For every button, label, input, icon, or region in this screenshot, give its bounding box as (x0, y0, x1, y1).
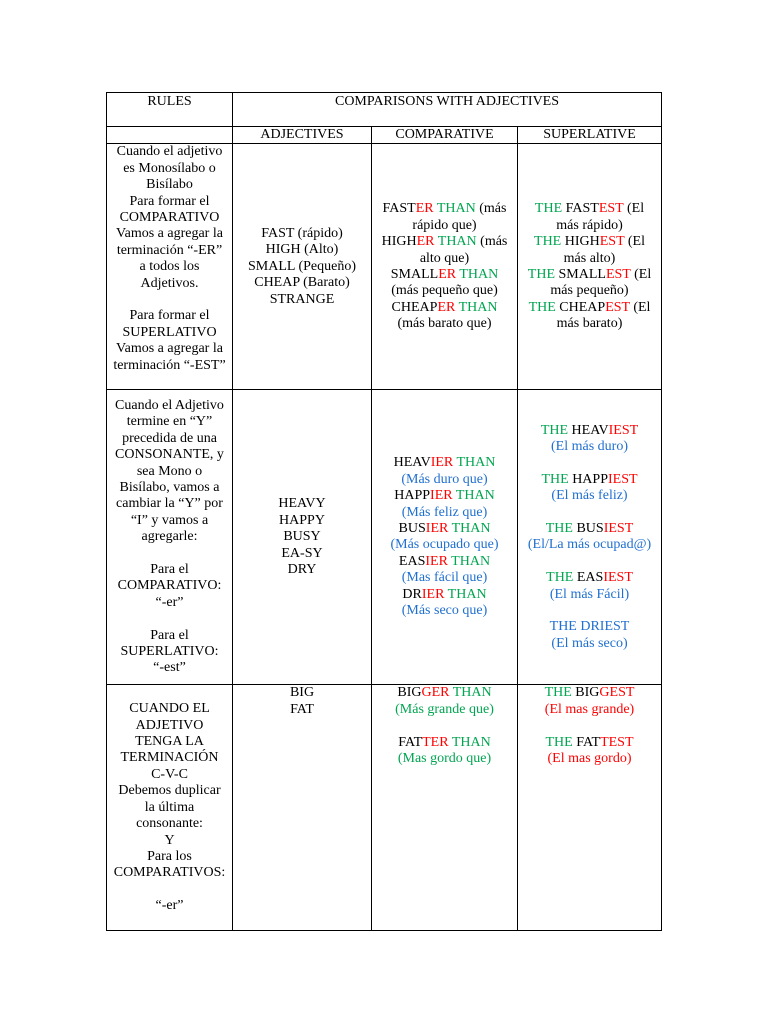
rule-cell (107, 390, 233, 685)
word-segment: (Mas fácil que) (401, 570, 488, 586)
superlative-line (520, 267, 659, 283)
adjective-item: CHEAP (Barato) (254, 275, 350, 291)
word-segment: THAN (433, 201, 476, 217)
word-segment: (Mas gordo que) (397, 751, 492, 767)
word-segment: (más (476, 234, 508, 250)
comparative-line (374, 300, 515, 316)
rule-line: TENGA LA (135, 734, 204, 750)
word-segment: (El (629, 299, 651, 315)
empty-header-cell (107, 127, 233, 144)
word-segment: ER (415, 201, 434, 217)
rule-line: COMPARATIVO (119, 210, 220, 226)
rule-line: ADJETIVO (135, 717, 204, 733)
blank-line (374, 718, 515, 734)
table-row (107, 685, 662, 931)
rule-cell (107, 685, 233, 931)
rule-line: COMPARATIVO: (117, 578, 222, 594)
word-segment: (más (475, 201, 507, 217)
word-segment: ER (416, 234, 435, 250)
blank-line (520, 505, 659, 521)
superlative-line (520, 537, 659, 553)
word-segment: HAPP (394, 488, 431, 504)
comparative-line (374, 521, 515, 537)
word-segment: HIGH (564, 234, 600, 250)
word-segment: ER (437, 299, 456, 315)
word-segment: THE (541, 471, 573, 487)
word-segment: THE (534, 234, 565, 250)
superlative-line (520, 316, 659, 332)
rule-line: C-V-C (151, 766, 188, 782)
word-segment: THE (528, 299, 560, 315)
rule-line: Adjetivos. (140, 275, 199, 291)
word-segment: SMALL (558, 266, 606, 282)
rule-cell (107, 144, 233, 390)
comparative-line (374, 751, 515, 767)
superlative-line (520, 587, 659, 603)
comparative-line (374, 316, 515, 332)
word-segment: (El mas gordo) (547, 751, 632, 767)
table-row (107, 144, 662, 390)
word-segment: (Más seco que) (401, 603, 488, 619)
word-segment: EST (598, 201, 624, 217)
rule-line: Para el (150, 627, 189, 643)
superlative-line (520, 735, 659, 751)
comparative-line (374, 472, 515, 488)
word-segment: I (425, 521, 431, 536)
superlative-line (520, 300, 659, 316)
word-segment: GEST (599, 685, 635, 701)
rule-line: SUPERLATIVO: (120, 644, 219, 660)
superlative-line (520, 702, 659, 718)
rule-line: Debemos duplicar (118, 783, 221, 799)
adjectives-cell (233, 685, 372, 931)
word-segment: I (425, 553, 431, 569)
rule-line: SUPERLATIVO (122, 324, 217, 340)
rule-line: TERMINACIÓN (120, 750, 219, 766)
rule-line: cambiar la “Y” por (116, 496, 223, 512)
word-segment: BUS (576, 521, 604, 536)
rule-line: “-est” (153, 660, 186, 676)
word-segment: más barato) (556, 316, 623, 332)
word-segment: HIGH (381, 234, 417, 250)
superlative-cell (518, 390, 662, 685)
adjective-item: SMALL (Pequeño) (248, 258, 356, 274)
word-segment: THE (546, 570, 577, 586)
word-segment: CHEAP (391, 299, 438, 315)
word-segment: EST (605, 299, 630, 315)
word-segment: THE (545, 734, 577, 750)
comparative-line (374, 283, 515, 299)
rule-line: precedida de una (122, 430, 217, 446)
word-segment: I (430, 488, 435, 504)
word-segment: (más pequeño que) (391, 283, 498, 299)
adjective-item: FAST (rápido) (261, 225, 343, 241)
word-segment: (El más duro) (551, 439, 628, 454)
adjective-item: HAPPY (279, 512, 325, 528)
rule-line: CUANDO EL (129, 701, 210, 717)
word-segment: THE DRIEST (549, 619, 630, 635)
word-segment: IEST (603, 521, 634, 536)
comparative-line (374, 570, 515, 586)
blank-line (520, 554, 659, 570)
word-segment: (Más grande que) (395, 701, 494, 717)
word-segment: (El mas grande) (544, 701, 635, 717)
word-segment: BIG (397, 685, 422, 701)
comparative-line (374, 685, 515, 701)
rule-line: es Monosílabo o (123, 160, 216, 176)
adjectives-cell (233, 390, 372, 685)
word-segment: THE (545, 521, 577, 536)
superlative-line (520, 472, 659, 488)
adjective-item: FAT (290, 701, 314, 717)
superlative-line (520, 234, 659, 250)
rule-line: Vamos a agregar la (116, 226, 223, 242)
superlative-cell (518, 685, 662, 931)
word-segment: (El (623, 201, 645, 217)
rule-line: Vamos a agregar la (116, 341, 223, 357)
superlative-cell (518, 144, 662, 390)
rule-line: Para formar el (129, 193, 210, 209)
adjective-item: BUSY (283, 529, 321, 545)
word-segment: EAS (576, 570, 604, 586)
word-segment: (El (630, 266, 652, 282)
superlative-line (520, 218, 659, 234)
rule-line: Para el (150, 562, 189, 578)
comparative-line (374, 537, 515, 553)
word-segment: EAS (398, 553, 426, 569)
adjective-item: EA-SY (281, 545, 323, 561)
word-segment: HEAV (571, 422, 609, 438)
rules-header: RULES (107, 93, 233, 127)
comparative-cell (372, 685, 518, 931)
word-segment: HEAV (393, 455, 431, 471)
comparative-line (374, 554, 515, 570)
word-segment: TEST (600, 734, 634, 750)
comparative-line (374, 587, 515, 603)
word-segment: (El más Fácil) (549, 586, 630, 602)
word-segment: ER (430, 553, 448, 569)
word-segment: FAT (576, 734, 601, 750)
rule-line: “I” y vamos a (130, 512, 209, 528)
word-segment: THE (544, 685, 576, 701)
rule-line: “-er” (155, 898, 184, 914)
word-segment: THAN (452, 488, 495, 504)
adjective-item: BIG (289, 685, 315, 701)
word-segment: rápido que) (412, 217, 477, 233)
word-segment: (Más feliz que) (401, 504, 488, 520)
word-segment: (El (624, 234, 645, 250)
blank-line (109, 882, 230, 898)
comparative-line (374, 234, 515, 250)
rule-line: “-er” (155, 594, 184, 610)
word-segment: FAST (382, 201, 416, 217)
superlative-line (520, 201, 659, 217)
word-segment: IEST (607, 471, 638, 487)
comparisons-table (106, 92, 662, 931)
word-segment: IEST (608, 422, 639, 438)
comparative-line (374, 251, 515, 267)
rule-line: terminación “-EST” (113, 357, 226, 373)
title-row (107, 93, 662, 127)
word-segment: THE (527, 266, 559, 282)
word-segment: BIG (575, 685, 600, 701)
word-segment: THAN (434, 234, 477, 250)
comparative-cell (372, 390, 518, 685)
comparative-line (374, 505, 515, 521)
word-segment: EST (605, 266, 631, 282)
rule-line: Bisílabo (146, 177, 193, 193)
blank-line (520, 718, 659, 734)
comparative-line (374, 218, 515, 234)
superlative-line (520, 521, 659, 537)
word-segment: THAN (444, 586, 487, 602)
comparative-line (374, 735, 515, 751)
superlative-line (520, 751, 659, 767)
word-segment: SMALL (390, 266, 439, 282)
word-segment: FAT (398, 734, 423, 750)
blank-line (520, 603, 659, 619)
word-segment: FAST (565, 201, 599, 217)
word-segment: HAPP (572, 471, 608, 487)
superlative-line (520, 488, 659, 504)
word-segment: ER (435, 455, 454, 471)
word-segment: (Más duro que) (401, 471, 488, 487)
word-segment: DR (402, 586, 422, 602)
adjectives-cell (233, 144, 372, 390)
rule-line: Y (164, 832, 175, 848)
word-segment: alto que) (419, 250, 470, 266)
word-segment: (El más feliz) (551, 488, 628, 504)
word-segment: THAN (453, 455, 496, 471)
superlative-line (520, 685, 659, 701)
table-title: COMPARISONS WITH ADJECTIVES (233, 93, 662, 127)
word-segment: (Más ocupado que) (390, 537, 499, 553)
table-row (107, 390, 662, 685)
superlative-header: SUPERLATIVE (518, 127, 662, 144)
blank-line (109, 292, 230, 308)
blank-line (520, 455, 659, 471)
adjective-item: HEAVY (278, 496, 326, 512)
rule-line: Cuando el Adjetivo (115, 397, 224, 413)
word-segment: (El más seco) (551, 635, 628, 651)
rule-line: CONSONANTE, y (115, 447, 224, 463)
rule-line: Cuando el adjetivo (116, 144, 223, 160)
blank-line (109, 546, 230, 562)
word-segment: THAN (447, 553, 491, 569)
comparative-line (374, 603, 515, 619)
word-segment: CHEAP (559, 299, 606, 315)
word-segment: (más barato que) (397, 316, 492, 332)
comparative-line (374, 455, 515, 471)
rule-line: consonante: (136, 816, 203, 832)
word-segment: I (430, 455, 436, 471)
rule-line: sea Mono o (136, 463, 203, 479)
word-segment: ER (434, 488, 453, 504)
adjectives-header: ADJECTIVES (233, 127, 372, 144)
comparative-header: COMPARATIVE (372, 127, 518, 144)
rule-line: agregarle: (141, 529, 198, 545)
word-segment: THE (534, 201, 566, 217)
superlative-line (520, 423, 659, 439)
word-segment: THAN (448, 734, 491, 750)
word-segment: I (421, 586, 427, 602)
rule-line: la última (144, 799, 195, 815)
word-segment: TER (422, 734, 449, 750)
word-segment: THE (540, 422, 572, 438)
word-segment: THAN (456, 266, 499, 282)
superlative-line (520, 283, 659, 299)
word-segment: más rápido) (556, 217, 623, 233)
comparative-line (374, 488, 515, 504)
word-segment: IEST (603, 570, 633, 586)
rule-line: Para formar el (129, 308, 210, 324)
column-header-row (107, 127, 662, 144)
comparative-cell (372, 144, 518, 390)
adjective-item: STRANGE (269, 291, 335, 307)
rule-line: Para los (147, 848, 192, 864)
word-segment: EST (599, 234, 625, 250)
word-segment: ER (430, 521, 449, 536)
superlative-line (520, 439, 659, 455)
comparative-line (374, 702, 515, 718)
word-segment: THAN (455, 299, 498, 315)
rule-line: Bisílabo, vamos a (119, 480, 220, 495)
adjective-item: DRY (287, 562, 317, 578)
comparative-line (374, 201, 515, 217)
word-segment: THAN (448, 521, 491, 536)
rule-line: termine en “Y” (126, 414, 213, 430)
adjective-item: HIGH (Alto) (265, 242, 339, 258)
superlative-line (520, 570, 659, 586)
word-segment: más pequeño) (550, 283, 629, 299)
comparative-line (374, 267, 515, 283)
word-segment: más alto) (563, 250, 616, 266)
word-segment: BUS (398, 521, 426, 536)
superlative-line (520, 636, 659, 652)
superlative-line (520, 619, 659, 635)
blank-line (109, 611, 230, 627)
word-segment: ER (426, 586, 445, 602)
word-segment: (El/La más ocupad@) (527, 537, 652, 553)
word-segment: THAN (449, 685, 492, 701)
rule-line: a todos los (139, 259, 200, 275)
word-segment: ER (438, 266, 457, 282)
rule-line: COMPARATIVOS: (113, 865, 226, 881)
word-segment: GER (421, 685, 450, 701)
rule-line: terminación “-ER” (116, 242, 223, 258)
superlative-line (520, 251, 659, 267)
